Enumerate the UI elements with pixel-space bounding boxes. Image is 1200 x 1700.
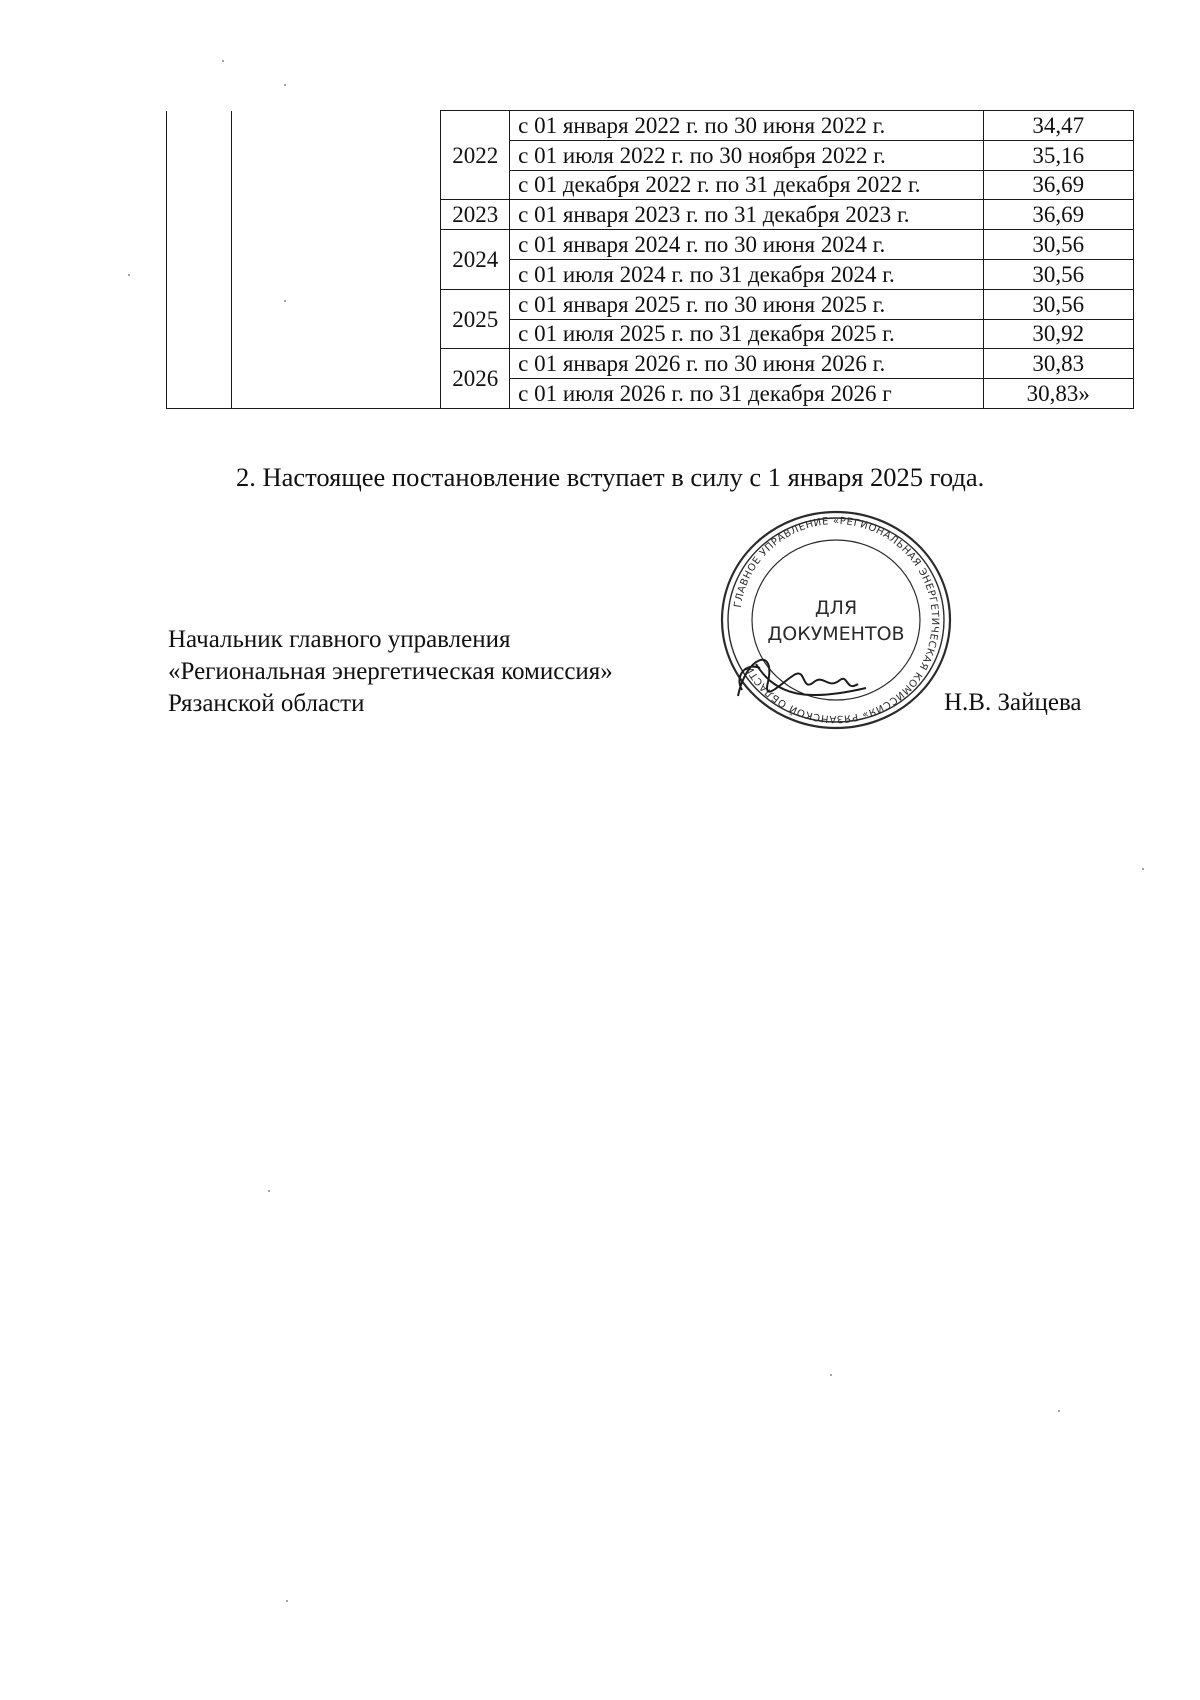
period-cell: с 01 июля 2022 г. по 30 ноября 2022 г. [510, 140, 983, 170]
year-cell: 2026 [441, 349, 510, 409]
value-cell: 36,69 [983, 170, 1133, 200]
seal-center-text-2: ДОКУМЕНТОВ [767, 623, 905, 645]
empty-column-cell [167, 111, 232, 409]
year-cell: 2022 [441, 111, 510, 200]
period-cell: с 01 января 2023 г. по 31 декабря 2023 г. [510, 200, 983, 230]
scan-speck [222, 60, 224, 62]
scan-speck [284, 84, 286, 86]
value-cell: 34,47 [983, 111, 1133, 141]
signer-position-line: «Региональная энергетическая комиссия» [168, 658, 613, 685]
scan-speck [1142, 868, 1144, 870]
signer-position-line: Начальник главного управления [168, 626, 511, 653]
value-cell: 30,92 [983, 319, 1133, 349]
period-cell: с 01 января 2024 г. по 30 июня 2024 г. [510, 230, 983, 260]
value-cell: 30,83» [983, 379, 1133, 409]
scan-speck [284, 300, 286, 302]
empty-column-cell [231, 111, 441, 409]
value-cell: 30,56 [983, 289, 1133, 319]
value-cell: 30,56 [983, 230, 1133, 260]
period-cell: с 01 июля 2026 г. по 31 декабря 2026 г [510, 379, 983, 409]
seal-outer-ring [722, 512, 950, 728]
official-seal [716, 506, 956, 734]
value-cell: 30,83 [983, 349, 1133, 379]
table-row [167, 111, 1134, 141]
period-cell: с 01 декабря 2022 г. по 31 декабря 2022 г. [510, 170, 983, 200]
value-cell: 35,16 [983, 140, 1133, 170]
period-cell: с 01 января 2022 г. по 30 июня 2022 г. [510, 111, 983, 141]
value-cell: 36,69 [983, 200, 1133, 230]
scan-speck [286, 1600, 288, 1602]
seal-ring-text: ГЛАВНОЕ УПРАВЛЕНИЕ «РЕГИОНАЛЬНАЯ ЭНЕРГЕТИЧЕСКАЯ КОМИССИЯ» РЯЗАНСКОЙ ОБЛАСТИ [732, 515, 941, 725]
seal-inner-ring [752, 540, 920, 700]
scan-speck [1058, 1410, 1060, 1412]
scan-speck [128, 274, 130, 276]
year-cell: 2025 [441, 289, 510, 349]
period-cell: с 01 июля 2025 г. по 31 декабря 2025 г. [510, 319, 983, 349]
seal-center-text-1: ДЛЯ [814, 597, 858, 619]
scan-speck [268, 1190, 270, 1192]
value-cell: 30,56 [983, 259, 1133, 289]
year-cell: 2024 [441, 230, 510, 290]
signer-name: Н.В. Зайцева [944, 689, 1082, 716]
period-cell: с 01 января 2026 г. по 30 июня 2026 г. [510, 349, 983, 379]
period-cell: с 01 января 2025 г. по 30 июня 2025 г. [510, 289, 983, 319]
scan-speck [830, 1374, 832, 1376]
period-cell: с 01 июля 2024 г. по 31 декабря 2024 г. [510, 259, 983, 289]
tariff-table [166, 110, 1134, 409]
signer-position-line: Рязанской области [168, 690, 365, 717]
year-cell: 2023 [441, 200, 510, 230]
tariff-table-body [167, 111, 1134, 409]
signer-position [168, 624, 613, 720]
clause-2: 2. Настоящее постановление вступает в силу с 1 января 2025 года. [236, 462, 985, 492]
